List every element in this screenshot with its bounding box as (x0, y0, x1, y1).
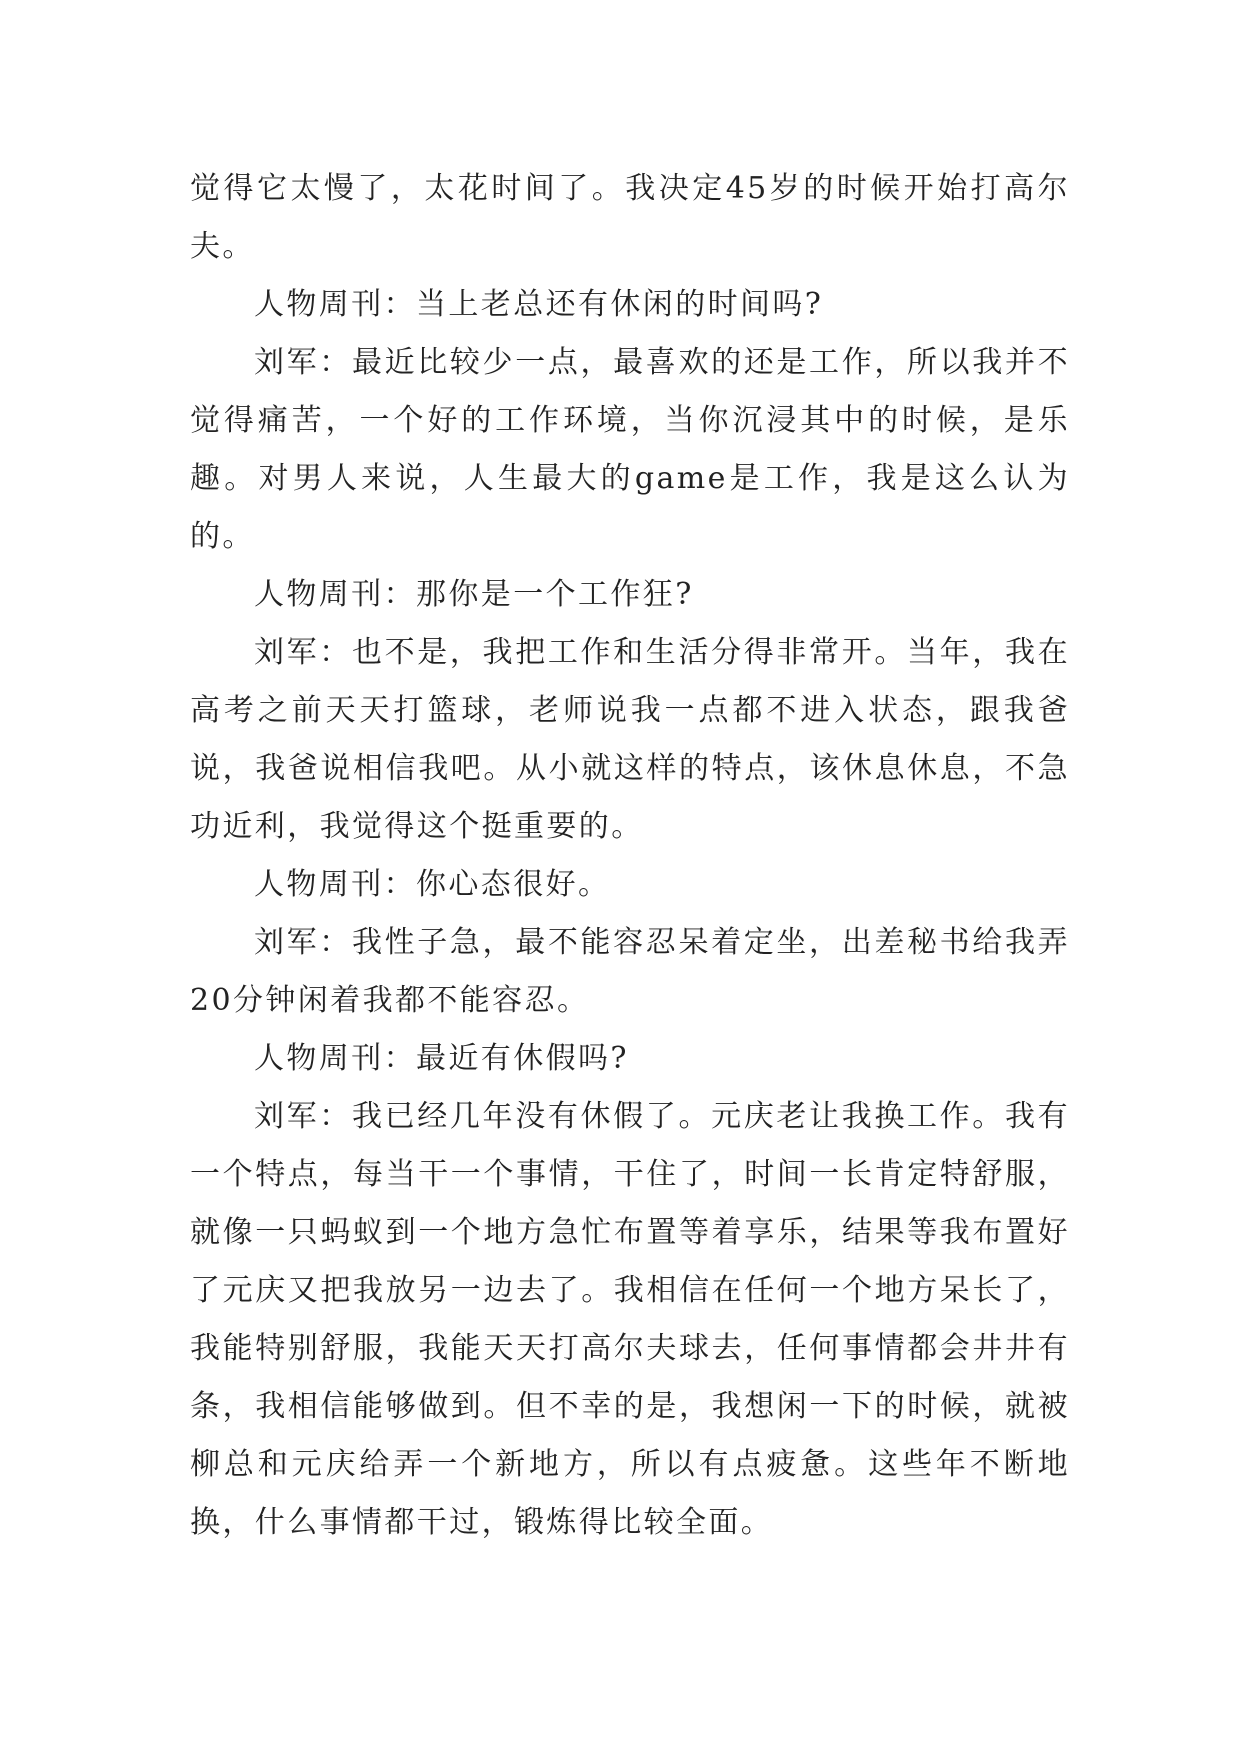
paragraph-8: 人物周刊：最近有休假吗? (254, 1041, 629, 1076)
paragraph-1: 觉得它太慢了，太花时间了。我决定45岁的时候开始打高尔夫。 (190, 171, 1070, 264)
paragraph-4: 人物周刊：那你是一个工作狂? (254, 577, 694, 612)
paragraph-3: 刘军：最近比较少一点，最喜欢的还是工作，所以我并不觉得痛苦，一个好的工作环境，当你沉浸其中的时候，是乐趣。对男人来说，人生最大的game是工作，我是这么认为的。 (190, 345, 1070, 554)
paragraph-5: 刘军：也不是，我把工作和生活分得非常开。当年，我在高考之前天天打篮球，老师说我一点都不进入状态，跟我爸说，我爸说相信我吧。从小就这样的特点，该休息休息，不急功近利，我觉得这个挺重要的。 (190, 635, 1070, 844)
paragraph-6: 人物周刊：你心态很好。 (254, 867, 611, 902)
paragraph-9: 刘军：我已经几年没有休假了。元庆老让我换工作。我有一个特点，每当干一个事情，干住了，时间一长肯定特舒服，就像一只蚂蚁到一个地方急忙布置等着享乐，结果等我布置好了元庆又把我放另一边去了。我相信在任何一个地方呆长了，我能特别舒服，我能天天打高尔夫球去，任何事情都会井井有条，我相信能够做到。但不幸的是，我想闲一下的时候，就被柳总和元庆给弄一个新地方，所以有点疲惫。这些年不断地换，什么事情都干过，锻炼得比较全面。 (190, 1099, 1070, 1540)
document-page (190, 160, 1070, 1552)
paragraph-2: 人物周刊：当上老总还有休闲的时间吗? (254, 287, 824, 322)
paragraph-7: 刘军：我性子急，最不能容忍呆着定坐，出差秘书给我弄20分钟闲着我都不能容忍。 (190, 925, 1070, 1018)
